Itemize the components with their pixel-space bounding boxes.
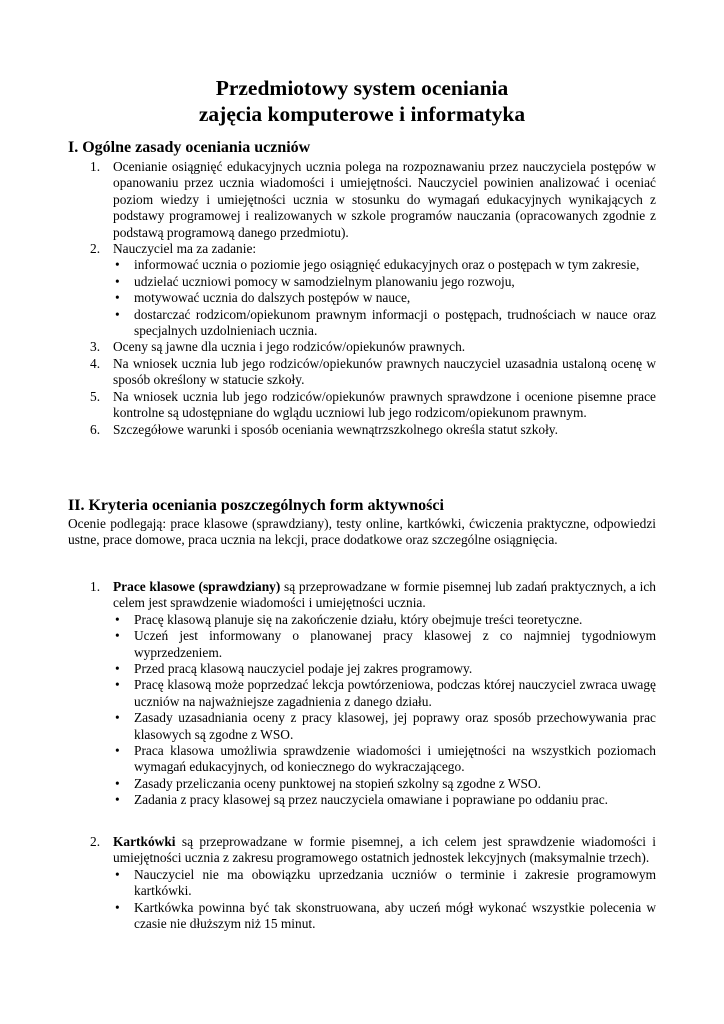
list-item: 6. Szczegółowe warunki i sposób oceniania wewnątrzszkolnego określa statut szkoły. [90,421,558,437]
bullet-list [113,612,656,809]
section1-heading: I. Ogólne zasady oceniania uczniów [68,139,311,156]
document-title-line2: zajęcia komputerowe i informatyka [198,102,526,126]
section2-intro-block [0,516,724,549]
bullet-item: • Przed pracą klasową nauczyciel podaje jej zakres programowy. [115,661,473,677]
list-item: 4. Na wniosek ucznia lub jego rodziców/opiekunów prawnych nauczyciel uzasadnia ustaloną ocenę w sposób określony w statucie szkoły. [90,355,656,388]
bullet-item: • Praca klasowa umożliwia sprawdzenie wiadomości i umiejętności na wszystkich poziomach wymagań edukacyjnych, od koniecznego do wykraczającego. [115,743,656,775]
list-item-term: Kartkówki [113,834,176,849]
list-item-text: Ocenianie osiągnięć edukacyjnych ucznia polega na rozpoznawaniu przez nauczyciela postępów w opanowaniu przez ucznia wiadomości i umiejętności. Nauczyciel powinien analizować i oceniać poziom wiedzy i umiejętności ucznia w stosunku do wymagań edukacyjnych wynikających z podstawy programowej i realizowanych w szkole programów nauczania (opracowanych zgodnie z podstawą programową danego przedmiotu). [113,159,656,240]
section2-intro: Ocenie podlegają: prace klasowe (sprawdziany), testy online, kartkówki, ćwiczenia praktyczne, odpowiedzi ustne, prace domowe, praca ucznia na lekcji, prace dodatkowe oraz szczególne osiągnięcia. [68,516,656,548]
list-item: 1. Ocenianie osiągnięć edukacyjnych ucznia polega na rozpoznawaniu przez nauczyciela postępów w opanowaniu przez ucznia wiadomości i umiejętności. Nauczyciel powinien analizować i oceniać poziom wiedzy i umiejętności ucznia w stosunku do wymagań edukacyjnych wynikających z podstawy programowej i realizowanych w szkole programów nauczania (opracowanych zgodnie z podstawą programową danego przedmiotu). [90,159,656,240]
section2-list-item2 [0,834,724,932]
bullet-item: • Zadania z pracy klasowej są przez nauczyciela omawiane i poprawiane po oddaniu prac. [115,792,609,808]
bullet-item: • Zasady uzasadniania oceny z pracy klasowej, jej poprawy oraz sposób przechowywania prac klasowych są zgodne z WSO. [115,710,656,742]
list-item: 1. Prace klasowe (sprawdziany) są przeprowadzane w formie pisemnej lub zadań praktycznych, a ich celem jest sprawdzenie wiadomości i umiejętności ucznia. • Pracę klasową planuje się na zakończenie działu, który obejmuje treści teoretyczne. • Uczeń jest informowany o planowanej pracy klasowej z co najmniej tygodniowym wyprzedzeniem. • Przed pracą klasową nauczyciel podaje jej zakres programowy. • Pracę klasową może poprzedzać lekcja powtórzeniowa, podczas której nauczyciel zwraca uwagę uczniów na najważniejsze zagadnienia z danego działu. • Zasady uzasadniania oceny z pracy klasowej, jej poprawy oraz sposób przechowywania prac klasowych są zgodne z WSO. • Praca klasowa umożliwia sprawdzenie wiadomości i umiejętności na wszystkich poziomach wymagań edukacyjnych, od koniecznego do wykraczającego. • Zasady przeliczania oceny punktowej na stopień szkolny są zgodne z WSO. • Zadania z pracy klasowej są przez nauczyciela omawiane i poprawiane po oddaniu prac. [90,579,656,808]
bullet-list [113,257,656,339]
list-item-text: są przeprowadzane w formie pisemnej, a ich celem jest sprawdzenie wiadomości i umiejętności ucznia z zakresu programowego ostatnich jednostek lekcyjnych (maksymalnie trzech). [113,834,656,866]
list-item-text: Na wniosek ucznia lub jego rodziców/opiekunów prawnych nauczyciel uzasadnia ustaloną ocenę w sposób określony w statucie szkoły. [113,355,656,388]
list-item: 2. Kartkówki są przeprowadzane w formie pisemnej, a ich celem jest sprawdzenie wiadomości i umiejętności ucznia z zakresu programowego ostatnich jednostek lekcyjnych (maksymalnie trzech). • Nauczyciel nie ma obowiązku uprzedzania uczniów o terminie i zakresie programowym kartkówki. • Kartkówka powinna być tak skonstruowana, aby uczeń mógł wykonać wszystkie polecenia w czasie nie dłuższym niż 15 minut. [90,834,656,932]
bullet-item: • Kartkówka powinna być tak skonstruowana, aby uczeń mógł wykonać wszystkie polecenia w czasie nie dłuższym niż 15 minut. [115,899,656,932]
bullet-item: • informować ucznia o poziomie jego osiągnięć edukacyjnych oraz o postępach w tym zakresie, [115,257,640,273]
bullet-item: • udzielać uczniowi pomocy w samodzielnym planowaniu jego rozwoju, [115,273,515,289]
list-item: 2. Nauczyciel ma za zadanie: • informować ucznia o poziomie jego osiągnięć edukacyjnych oraz o postępach w tym zakresie, • udzielać uczniowi pomocy w samodzielnym planowaniu jego rozwoju, • motywować ucznia do dalszych postępów w nauce, • dostarczać rodzicom/opiekunom prawnym informacji o postępach, trudnościach w nauce oraz specjalnych uzdolnieniach ucznia. [90,241,656,339]
bullet-item: • Nauczyciel nie ma obowiązku uprzedzania uczniów o terminie i zakresie programowym kartkówki. [115,866,656,899]
list-item-text: są przeprowadzane w formie pisemnej lub zadań praktycznych, a ich celem jest sprawdzenie wiadomości i umiejętności ucznia. [113,579,656,611]
list-item: 5. Na wniosek ucznia lub jego rodziców/opiekunów prawnych sprawdzone i ocenione pisemne prace kontrolne są udostępniane do wglądu uczniowi lub jego rodzicom/opiekunom prawnym. [90,388,656,421]
section2-heading: II. Kryteria oceniania poszczególnych form aktywności [68,497,444,514]
list-item-text: Na wniosek ucznia lub jego rodziców/opiekunów prawnych sprawdzone i ocenione pisemne prace kontrolne są udostępniane do wglądu uczniowi lub jego rodzicom/opiekunom prawnym. [113,388,656,421]
list-item-text: Oceny są jawne dla ucznia i jego rodziców/opiekunów prawnych. [113,339,466,355]
list-item-text: Nauczyciel ma za zadanie: [113,241,257,257]
bullet-item: • dostarczać rodzicom/opiekunom prawnym informacji o postępach, trudnościach w nauce oraz specjalnych uzdolnieniach ucznia. [115,306,656,339]
section2-list-item1 [0,579,724,809]
bullet-item: • Pracę klasową planuje się na zakończenie działu, który obejmuje treści teoretyczne. [115,611,583,627]
bullet-item: • Pracę klasową może poprzedzać lekcja powtórzeniowa, podczas której nauczyciel zwraca uwagę uczniów na najważniejsze zagadnienia z danego działu. [115,677,656,709]
bullet-item: • motywować ucznia do dalszych postępów w nauce, [115,290,411,306]
bullet-list [113,867,656,933]
list-item-term: Prace klasowe (sprawdziany) [113,579,281,594]
bullet-item: • Uczeń jest informowany o planowanej pracy klasowej z co najmniej tygodniowym wyprzedzeniem. [115,628,656,660]
document-title-line1: Przedmiotowy system oceniania [215,76,509,100]
list-item: 3. Oceny są jawne dla ucznia i jego rodziców/opiekunów prawnych. [90,339,466,355]
list-item-text: Szczegółowe warunki i sposób oceniania wewnątrzszkolnego określa statut szkoły. [113,421,558,437]
bullet-item: • Zasady przeliczania oceny punktowej na stopień szkolny są zgodne z WSO. [115,775,541,791]
section1-list [0,159,724,438]
